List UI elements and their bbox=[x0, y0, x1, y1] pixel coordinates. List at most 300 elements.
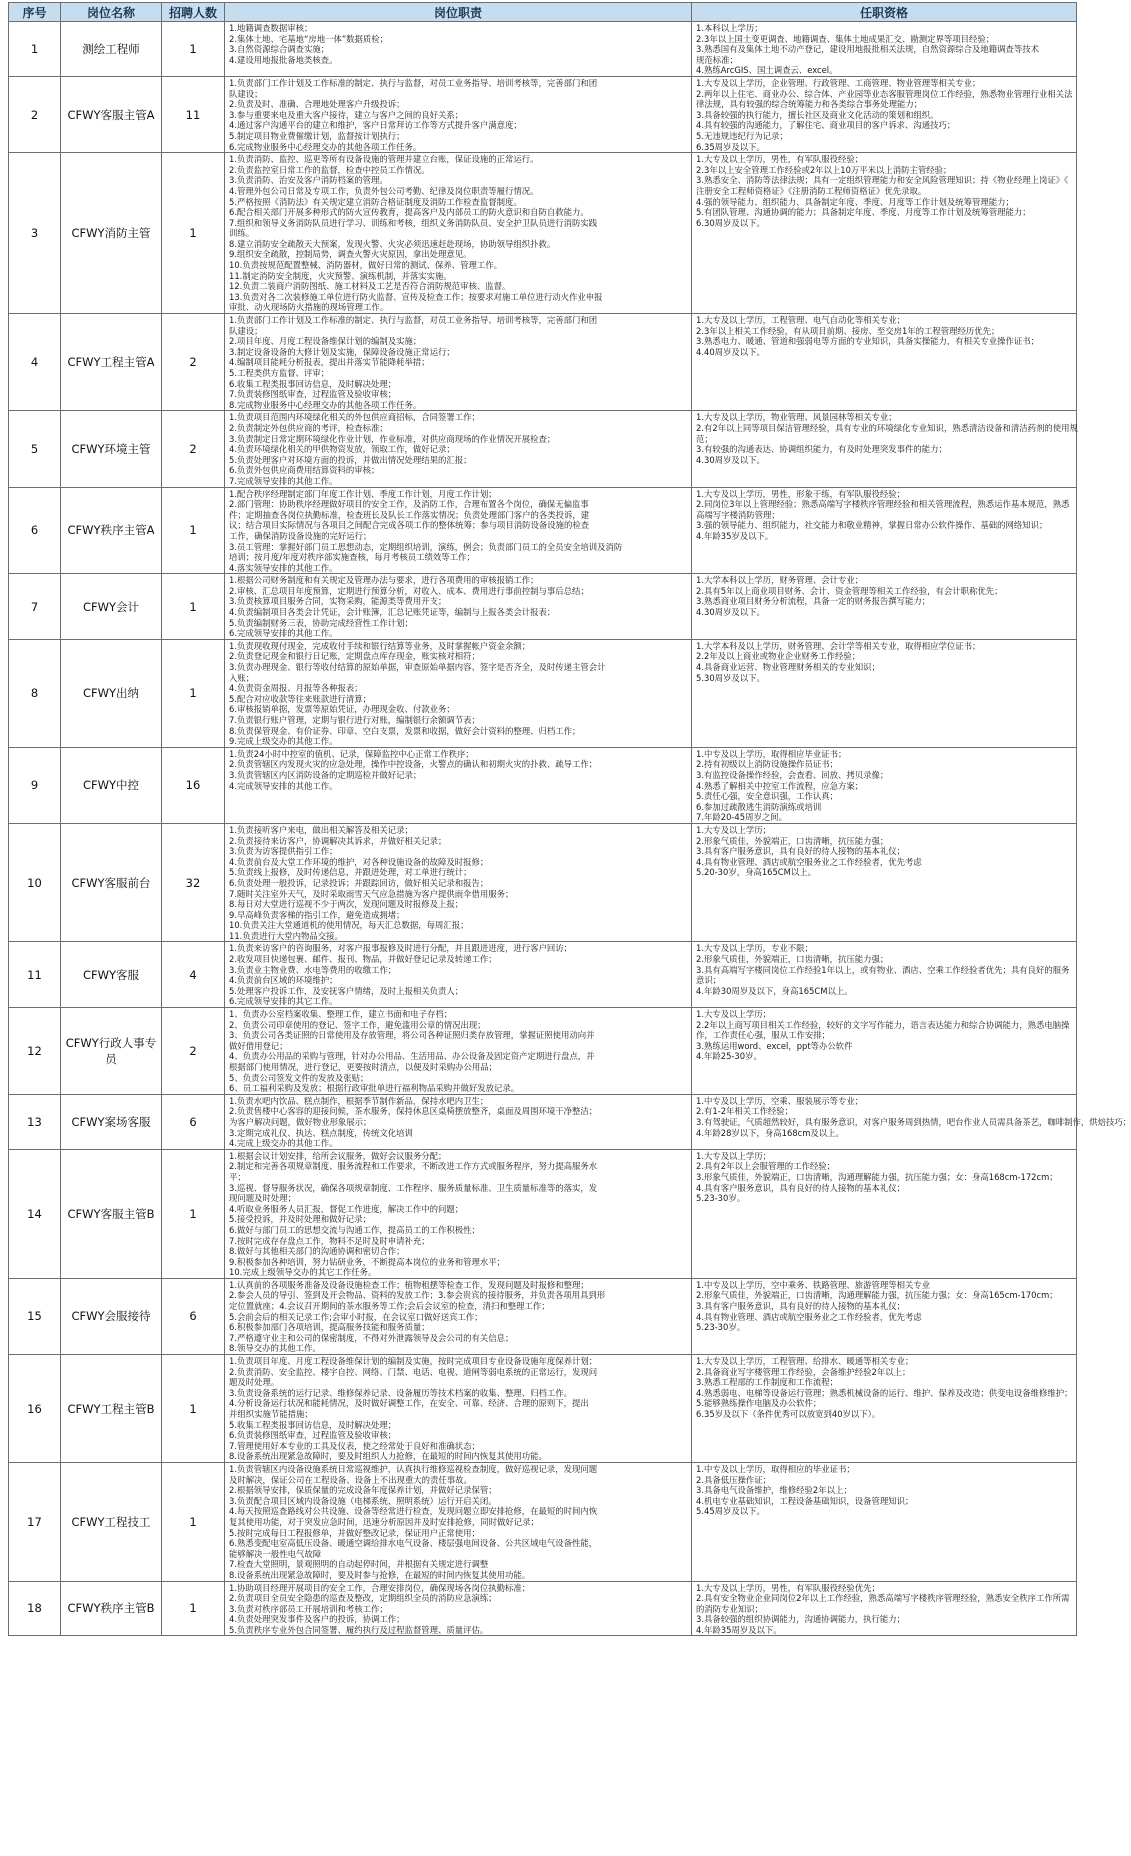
requirement-line: 3.强的领导能力、组织能力，社交能力和敬业精神，掌握日常办公软件操作、基础的网络知识； bbox=[696, 520, 1048, 531]
requirement-line: 4.熟练ArcGIS、国土调查云、excel。 bbox=[696, 65, 838, 76]
duty-line: 队建设； bbox=[229, 325, 263, 336]
table-row bbox=[9, 1355, 1077, 1463]
duty-line: 复其使用功能，对于突发应急时间，迅速分析原因并及时安排抢修，同时做好记录； bbox=[229, 1516, 539, 1527]
duty-line: 6.完成领导安排的其他工作。 bbox=[229, 628, 338, 639]
row-number: 15 bbox=[9, 1278, 61, 1354]
duty-line: 4.完成上级交办的其他工作。 bbox=[229, 1138, 338, 1149]
duty-line: 平； bbox=[229, 1171, 246, 1182]
hiring-count: 6 bbox=[162, 1278, 225, 1354]
table-row bbox=[9, 639, 1077, 747]
hiring-count: 1 bbox=[162, 1355, 225, 1463]
duty-line: 1.负责24小时中控室的值机、记录，保障监控中心正常工作秩序； bbox=[229, 748, 474, 759]
duty-line: 7.完成领导安排的其他工作。 bbox=[229, 475, 338, 486]
duty-line: 7.严格遵守业主和公司的保密制度，不得对外泄露领导及会公司的有关信息； bbox=[229, 1332, 514, 1343]
duty-line: 2.项目年度、月度工程设备维保计划的编制及实施； bbox=[229, 336, 422, 347]
duty-line: 5.负责处理客户对环境方面的投诉，并做出情况处理结果的汇报； bbox=[229, 454, 472, 465]
duties-cell bbox=[225, 1462, 692, 1581]
duty-line: 工作，确保消防设备设施的完好运行； bbox=[229, 530, 372, 541]
table-header-row bbox=[9, 3, 1077, 22]
row-number: 6 bbox=[9, 487, 61, 574]
duty-line: 1、负责办公室档案收集、整理工作，建立书面和电子存档； bbox=[229, 1009, 453, 1020]
duty-line: 现问题及时处理； bbox=[229, 1193, 296, 1204]
requirement-line: 1.大专及以上学历，工程管理、电气自动化等相关专业； bbox=[696, 315, 905, 326]
requirement-line: 2.具有5年以上商业项目财务、会计、资金管理等相关工作经验，有会计职称优先； bbox=[696, 585, 1003, 596]
duty-line: 3.负责核算项目服务合同，实物采购，能源类等费用开支； bbox=[229, 596, 447, 607]
hiring-count: 1 bbox=[162, 1581, 225, 1636]
duties-cell bbox=[225, 823, 692, 942]
hiring-count: 6 bbox=[162, 1094, 225, 1149]
duty-line: 2.负责消防、安全监控、楼宇自控、网络、门禁、电话、电视、道闸等弱电系统的正常运行，发现问 bbox=[229, 1366, 598, 1377]
duty-line: 议；结合项目实际情况与各项目之间配合完成各项工作的整体统筹；参与项目消防设备设施的检查 bbox=[229, 520, 590, 531]
duty-line: 5.制定项目物业费催缴计划，监督按计划执行； bbox=[229, 130, 405, 141]
duties-cell bbox=[225, 574, 692, 640]
requirement-line: 2.3年以上安全管理工作经验或2年以上10万平米以上消防主管经验； bbox=[696, 164, 952, 175]
duty-line: 1.地籍调查数据审核； bbox=[229, 23, 313, 33]
requirements-cell bbox=[692, 76, 1077, 152]
duty-line: 1.根据会议计划安排，给所会议服务，做好会议服务分配； bbox=[229, 1150, 447, 1161]
duties-cell bbox=[225, 153, 692, 314]
duty-line: 3.制定设备设备的大修计划及实施，保障设备设施正常运行； bbox=[229, 346, 455, 357]
requirements-cell bbox=[692, 1581, 1077, 1636]
duty-line: 3.负责对秩序部员工开展培训和考核工作； bbox=[229, 1603, 388, 1614]
duty-line: 8.完成物业服务中心经理交办的其他各项工作任务。 bbox=[229, 399, 422, 410]
requirement-line: 5.无违规违纪行为记录； bbox=[696, 130, 788, 141]
duty-line: 1.根据公司财务制度和有关规定及管理办法与要求，进行各项费用的审核报销工作； bbox=[229, 575, 539, 586]
requirement-line: 2.形象气质佳，外貌端正，口齿清晰，沟通理解能力强，抗压能力强；女：身高165cm-170cm； bbox=[696, 1290, 1058, 1301]
table-row bbox=[9, 574, 1077, 640]
duty-line: 8.领导交办的其他工作。 bbox=[229, 1343, 321, 1354]
duty-line: 2.参会人员的导引、签到及开会物品、资料的发放工作；3.参会贵宾的接待服务，并负责各项用具到形 bbox=[229, 1290, 606, 1301]
requirements-cell bbox=[692, 1462, 1077, 1581]
duty-line: 4.每天按照巡查路线对公共设施、设备等经常进行检查，发现问题立即安排抢修，在最短的时间内恢 bbox=[229, 1506, 598, 1517]
requirement-line: 1.大专及以上学历； bbox=[696, 824, 771, 835]
duty-line: 4.负责资金周报、月报等各种报表； bbox=[229, 683, 363, 694]
requirement-line: 3.具备较强的执行能力，擅长社区及商业文化活动的策划和组织。 bbox=[696, 109, 939, 120]
row-number: 9 bbox=[9, 747, 61, 823]
row-number: 17 bbox=[9, 1462, 61, 1581]
position-name: CFWY秩序主管A bbox=[61, 487, 162, 574]
duty-line: 13.负责对各二次装修施工单位进行防火监督、宣传及检查工作；按要求对施工单位进行动火作业申报 bbox=[229, 291, 603, 302]
requirement-line: 3.熟悉商业项目财务分析流程，具备一定的财务报告撰写能力； bbox=[696, 596, 931, 607]
row-number: 16 bbox=[9, 1355, 61, 1463]
duty-line: 3.负责配合项目区域内设备设施（电梯系统、照明系统）运行开启关闭。 bbox=[229, 1495, 497, 1506]
duties-cell bbox=[225, 314, 692, 411]
duty-line: 4.负责处理突发事件及客户的投诉，协调工作； bbox=[229, 1614, 405, 1625]
duty-line: 2.收发项目快递包裹、邮件、报刊、物品，并做好登记记录及转递工作； bbox=[229, 954, 497, 965]
row-number: 14 bbox=[9, 1149, 61, 1278]
duty-line: 5.处理客户投诉工作，及安抚客户情绪，及时上报相关负责人； bbox=[229, 985, 464, 996]
requirement-line: 2.持有初级以上消防设施操作员证书； bbox=[696, 759, 838, 770]
requirement-line: 7.年龄20-45周岁之间。 bbox=[696, 812, 787, 823]
row-number: 8 bbox=[9, 639, 61, 747]
requirement-line: 律法规，具有较强的综合统筹能力和各类综合事务处理能力； bbox=[696, 99, 923, 110]
requirement-line: 4.年龄25-30岁。 bbox=[696, 1051, 762, 1062]
duty-line: 4.通过客户沟通平台的建立和维护，客户日常拜访工作等方式提升客户满意度； bbox=[229, 120, 522, 131]
duty-line: 6.熟悉变配电室高低压设备、暖通空调给排水电气设备、楼层强电间设备、公共区域电气设备性能， bbox=[229, 1538, 598, 1549]
duty-line: 5.严格按照《消防法》有关规定建立消防合格证制度及消防工作检查监督制度。 bbox=[229, 196, 522, 207]
position-name: CFWY案场客服 bbox=[61, 1094, 162, 1149]
duty-line: 1.协助项目经理开展项目的安全工作，合理安排岗位，确保现场各岗位执勤标准； bbox=[229, 1582, 531, 1593]
duty-line: 2.负责登记现金和银行日记账，定期盘点库存现金，账实核对相符； bbox=[229, 651, 480, 662]
requirement-line: 6.35岁及以下（条件优秀可以放宽到40岁以下）。 bbox=[696, 1409, 881, 1419]
position-name: CFWY客服前台 bbox=[61, 823, 162, 942]
duty-line: 2.制定和完善各项规章制度、服务流程和工作要求，不断改进工作方式或服务程序，努力提高服务水 bbox=[229, 1161, 598, 1172]
duty-line: 1.认真前的各项服务准备及设备设施检查工作；植物租摆等检查工作，发现问题及时报修和整理； bbox=[229, 1279, 589, 1290]
hiring-count: 16 bbox=[162, 747, 225, 823]
requirements-cell bbox=[692, 639, 1077, 747]
requirement-line: 1.大专及以上学历，工程管理、给排水、暖通等相关专业； bbox=[696, 1356, 914, 1367]
requirement-line: 4.熟悉了解相关中控室工作流程，应急方案； bbox=[696, 780, 864, 791]
requirement-line: 注册安全工程师资格证》《注册消防工程师资格证》优先录取。 bbox=[696, 185, 927, 196]
row-number: 5 bbox=[9, 411, 61, 487]
duty-line: 5、负责公司签发文件的发放及张贴； bbox=[229, 1072, 369, 1083]
header-count: 招聘人数 bbox=[162, 3, 225, 22]
requirement-line: 2.具备低压操作证； bbox=[696, 1474, 771, 1485]
hiring-count: 32 bbox=[162, 823, 225, 942]
duty-line: 1.负责项目范围内环境绿化相关的外包供应商招标，合同签署工作； bbox=[229, 412, 480, 423]
requirement-line: 3.熟悉国有及集体土地不动产登记，建设用地报批相关法规，自然资源综合及地籍调查等技术 bbox=[696, 44, 1039, 55]
requirement-line: 4.年龄30周岁及以下，身高165CM以上。 bbox=[696, 985, 853, 996]
duty-line: 3.负责办理现金、银行等收付结算的原始单据，审查原始单据内容、签字是否齐全，及时传递主管会计 bbox=[229, 662, 606, 673]
duty-line: 2.负责及时、准确、合理地处理客户升级投诉； bbox=[229, 99, 405, 110]
requirements-cell bbox=[692, 1094, 1131, 1149]
duty-line: 3.巡视、督导服务状况，确保各项规章制度、工作程序、服务质量标准、卫生质量标准等的落实，发 bbox=[229, 1182, 598, 1193]
table-row bbox=[9, 411, 1077, 487]
duties-cell bbox=[225, 1355, 692, 1463]
requirement-line: 3.有监控设备操作经验，会查看、回放、拷贝录像； bbox=[696, 769, 889, 780]
table-row bbox=[9, 1094, 1077, 1149]
row-number: 4 bbox=[9, 314, 61, 411]
duty-line: 7.管理使用好本专业的工具及仪表，使之经常处于良好和准确状态； bbox=[229, 1440, 480, 1451]
requirement-line: 1.中专及以上学历，空中乘务、铁路管理、旅游管理等相关专业 bbox=[696, 1279, 931, 1290]
duty-line: 11.负责进行大堂内物品交接。 bbox=[229, 930, 343, 941]
duty-line: 能够解决一般性电气故障 bbox=[229, 1548, 322, 1559]
duty-line: 4.分析设备运行状况和能耗情况，及时做好调整工作，在安全、可靠、经济、合理的原则下，提出 bbox=[229, 1398, 589, 1409]
duty-line: 1.负责项目年度、月度工程设备维保计划的编制及实施，按时完成项目专业设备设施年度保养计划； bbox=[229, 1356, 598, 1367]
position-name: CFWY会计 bbox=[61, 574, 162, 640]
duty-line: 5.负责秩序专业外包合同签署、履约执行及过程监督管理、质量评估。 bbox=[229, 1624, 489, 1635]
duty-line: 1.负责接听客户来电，做出相关解答及相关记录； bbox=[229, 824, 413, 835]
requirement-line: 3.熟练运用word、excel，ppt等办公软件 bbox=[696, 1040, 853, 1051]
duty-line: 5.收集工程类报事回访信息，及时解决处理； bbox=[229, 1419, 397, 1430]
recruitment-table bbox=[8, 2, 1131, 1636]
requirement-line: 4.熟悉弱电、电梯等设备运行管理；熟悉机械设备的运行、维护、保养及改造；供变电设备维修维护； bbox=[696, 1387, 1073, 1398]
requirement-line: 3.具有客户服务意识，具有良好的待人接物的基本礼仪； bbox=[696, 846, 905, 857]
recruitment-table-wrapper bbox=[8, 2, 1131, 1854]
hiring-count: 11 bbox=[162, 76, 225, 152]
duty-line: 3.负责为访客提供指引工作； bbox=[229, 846, 338, 857]
duty-line: 8.设备系统出现紧急故障时，要及时组织人力抢修，在最短的时间内恢复其使用功能。 bbox=[229, 1451, 547, 1462]
duties-cell bbox=[225, 1008, 692, 1095]
position-name: CFWY客服主管B bbox=[61, 1149, 162, 1278]
duties-cell bbox=[225, 1094, 692, 1149]
table-row bbox=[9, 487, 1077, 574]
duty-line: 5.接受投诉，并及时处理和做好记录； bbox=[229, 1214, 371, 1225]
table-row bbox=[9, 314, 1077, 411]
duty-line: 并组织实施节能措施； bbox=[229, 1409, 313, 1419]
requirement-line: 1.大专及以上学历，男性，有军队服役经验优先； bbox=[696, 1582, 880, 1593]
requirement-line: 5.23-30岁。 bbox=[696, 1193, 746, 1204]
duty-line: 7.随时关注室外天气，及时采取雨雪天气应急措施为客户提供雨伞借用服务； bbox=[229, 888, 514, 899]
requirement-line: 1.大专及以上学历，男性，有军队服役经验； bbox=[696, 154, 864, 165]
duty-line: 5.配合对应收款等往来账款进行清算； bbox=[229, 693, 371, 704]
requirement-line: 1.大专及以上学历，专业不限； bbox=[696, 943, 813, 954]
requirement-line: 5.20-30岁，身高165CM以上。 bbox=[696, 867, 817, 878]
requirement-line: 的消防专业知识； bbox=[696, 1603, 763, 1614]
table-row bbox=[9, 1278, 1077, 1354]
duty-line: 5.负责线上报修，及时传递信息，并跟进处理，对工单进行统计； bbox=[229, 867, 472, 878]
requirement-line: 3.具有高端写字楼同岗位工作经验1年以上，或有物业、酒店、空乘工作经验者优先；具有良好的服务 bbox=[696, 964, 1070, 975]
duty-line: 2.负责管辖区内发现火灾的应急处理，操作中控设备，火警点的确认和初期火灾的扑救、疏导工作； bbox=[229, 759, 598, 770]
header-duties: 岗位职责 bbox=[225, 3, 692, 22]
duty-line: 1.负责部门工作计划及工作标准的制定、执行与监督，对员工业务指导、培训考核等，完善部门和团 bbox=[229, 315, 598, 326]
duty-line: 审批、动火现场防火措施的现场管理工作。 bbox=[229, 302, 389, 313]
requirement-line: 4.具有物业管理、酒店或航空服务业之工作经验者，优先考虑 bbox=[696, 1311, 922, 1322]
duty-line: 2.负责监控室日常工作的监督，检查中控员工作情况。 bbox=[229, 164, 430, 175]
requirement-line: 1.大学本科以上学历，财务管理、会计专业； bbox=[696, 575, 864, 586]
duty-line: 4.管理外包公司日常及专项工作，负责外包公司考勤、纪律及岗位职责等履行情况。 bbox=[229, 185, 539, 196]
duty-line: 2.负责制定外包供应商的考评，检查标准； bbox=[229, 422, 388, 433]
duty-line: 3.负责消防、治安及客户消防档案的管理。 bbox=[229, 175, 388, 186]
requirement-line: 意识； bbox=[696, 975, 722, 986]
requirement-line: 4.具有较强的沟通能力，了解住宅、商业项目的客户诉求、沟通技巧； bbox=[696, 120, 956, 131]
duty-line: 队建设； bbox=[229, 88, 263, 99]
duty-line: 5.按时完成每日工程报修单，并做好整改记录，保证用户正常使用； bbox=[229, 1527, 480, 1538]
duty-line: 6.负责外包供应商费用结算资料的审核； bbox=[229, 465, 380, 476]
requirement-line: 1.大专及以上学历，物业管理、风景园林等相关专业； bbox=[696, 412, 897, 423]
requirements-cell bbox=[692, 22, 1077, 77]
requirement-line: 规范标准； bbox=[696, 54, 738, 65]
duty-line: 1.负责现收现付现金，完成收付手续和银行结算等业务，及时掌握帐户资金余额； bbox=[229, 640, 531, 651]
duty-line: 9.早高峰负责客梯的指引工作，避免造成拥堵； bbox=[229, 909, 405, 920]
requirement-line: 2.2年及以上商业或物业企业财务工作经验； bbox=[696, 651, 861, 662]
row-number: 12 bbox=[9, 1008, 61, 1095]
hiring-count: 1 bbox=[162, 153, 225, 314]
requirement-line: 4.强的领导能力、组织能力、具备制定年度、季度、月度等工作计划及统筹管理能力； bbox=[696, 196, 1014, 207]
requirement-line: 2.有1-2年相关工作经验； bbox=[696, 1106, 794, 1117]
requirement-line: 4.30周岁及以下。 bbox=[696, 454, 765, 465]
position-name: CFWY环境主管 bbox=[61, 411, 162, 487]
duty-line: 10.负责关注大堂通道机的使用情况，每天汇总数据，每周汇报； bbox=[229, 920, 469, 931]
duty-line: 件；定期抽查各岗位执勤标准，检查班长及队长工作落实情况；负责处理部门客户的各类投诉，建 bbox=[229, 509, 590, 520]
hiring-count: 1 bbox=[162, 639, 225, 747]
duty-line: 1.负责水吧内饮品、糕点制作，根据季节制作新品，保持水吧内卫生； bbox=[229, 1095, 489, 1106]
duties-cell bbox=[225, 1149, 692, 1278]
requirements-cell bbox=[692, 1278, 1077, 1354]
header-requirements: 任职资格 bbox=[692, 3, 1077, 22]
duty-line: 2.集体土地、宅基地“房地一体”数据质检； bbox=[229, 33, 389, 44]
requirement-line: 3.具备电气设备维护，维修经验2年以上； bbox=[696, 1485, 852, 1496]
requirements-cell bbox=[692, 314, 1077, 411]
hiring-count: 1 bbox=[162, 574, 225, 640]
requirement-line: 范； bbox=[696, 433, 713, 444]
duty-line: 4.完成领导安排的其他工作。 bbox=[229, 780, 338, 791]
requirement-line: 2.2年以上商写项目相关工作经验，较好的文字写作能力，语言表达能力和综合协调能力，熟悉电脑操 bbox=[696, 1019, 1070, 1030]
duty-line: 做好借用登记； bbox=[229, 1040, 288, 1051]
table-row bbox=[9, 1462, 1077, 1581]
duty-line: 9.组织安全疏散，控制局势，调查火警火灾原因，拿出处理意见。 bbox=[229, 249, 472, 260]
duty-line: 7.按时完成存存盘点工作，物料不足时及时申请补充； bbox=[229, 1235, 430, 1246]
duty-line: 4、负责办公用品的采购与管理，针对办公用品、生活用品、办公设备及固定资产定期进行盘点，并 bbox=[229, 1051, 595, 1062]
requirement-line: 3.具备较强的组织协调能力，沟通协调能力，执行能力； bbox=[696, 1614, 905, 1625]
hiring-count: 1 bbox=[162, 1149, 225, 1278]
duty-line: 3.自然资源综合调查实施； bbox=[229, 44, 330, 55]
duty-line: 入账； bbox=[229, 672, 255, 683]
row-number: 11 bbox=[9, 942, 61, 1008]
duty-line: 1.负责来访客户的咨询服务，对客户报事报修及时进行分配，并且跟进进度，进行客户回访； bbox=[229, 943, 572, 954]
duty-line: 6、员工福利采购及发放；根据行政审批单进行福利物品采购并做好发放记录。 bbox=[229, 1083, 520, 1094]
duty-line: 训练。 bbox=[229, 228, 255, 239]
duty-line: 8.负责保管现金、有价证券、印章、空白支票，发票和收据，做好会计资料的整理、归档工作； bbox=[229, 725, 581, 736]
position-name: CFWY工程主管A bbox=[61, 314, 162, 411]
row-number: 3 bbox=[9, 153, 61, 314]
requirement-line: 4.40周岁及以下。 bbox=[696, 346, 765, 357]
row-number: 10 bbox=[9, 823, 61, 942]
duty-line: 3.负责业主物业费、水电等费用的收缴工作； bbox=[229, 964, 397, 975]
duty-line: 2.负责项目全员安全隐患的巡查及整改，定期组织全员的消防应急演练； bbox=[229, 1593, 497, 1604]
duty-line: 1.负责消防、监控、巡更等所有设备设施的管理并建立台账，保证设施的正常运行。 bbox=[229, 154, 539, 165]
duty-line: 6.做好与部门员工的思想交流与沟通工作，提高员工的工作积极性； bbox=[229, 1224, 480, 1235]
duty-line: 1.负责部门工作计划及工作标准的制定、执行与监督，对员工业务指导、培训考核等，完善部门和团 bbox=[229, 77, 598, 88]
duty-line: 3.负责管辖区内区消防设备的定期巡检并做好记录； bbox=[229, 769, 422, 780]
requirement-line: 1.大专及以上学历，企业管理、行政管理、工商管理、物业管理等相关专业； bbox=[696, 77, 981, 88]
position-name: CFWY行政人事专员 bbox=[61, 1008, 162, 1095]
hiring-count: 4 bbox=[162, 942, 225, 1008]
requirements-cell bbox=[692, 574, 1077, 640]
duty-line: 6.完成物业服务中心经理交办的其他各项工作任务。 bbox=[229, 141, 422, 152]
requirement-line: 高端写字楼消防管理； bbox=[696, 509, 780, 520]
duty-line: 4.落实领导安排的其他工作。 bbox=[229, 562, 338, 573]
duty-line: 5.工程类供方监督、评审； bbox=[229, 368, 330, 378]
requirement-line: 5.责任心强，安全意识强，工作认真； bbox=[696, 791, 838, 802]
duties-cell bbox=[225, 639, 692, 747]
requirement-line: 4.具有客户服务意识，具有良好的待人接物的基本礼仪； bbox=[696, 1182, 905, 1193]
requirement-line: 3.熟悉安全、消防等法律法规；具有一定组织管理能力和安全风险管理知识；持《物业经理上岗证》《 bbox=[696, 175, 1069, 186]
duty-line: 3.负责制定日常定期环境绿化作业计划，作业标准，对供应商现场的作业情况开展检查； bbox=[229, 433, 556, 444]
duty-line: 6.负责装修图纸审查，过程监管及验收审核； bbox=[229, 1430, 397, 1441]
duty-line: 2、负责公司印章使用的登记、签字工作，避免滥用公章的情况出现； bbox=[229, 1019, 486, 1030]
duties-cell bbox=[225, 1278, 692, 1354]
duties-cell bbox=[225, 22, 692, 77]
requirements-cell bbox=[692, 411, 1077, 487]
hiring-count: 2 bbox=[162, 411, 225, 487]
duty-line: 1.负责管辖区内设备设施系统日常巡视维护，认真执行维修巡视检查制度，做好巡视记录，发现问题 bbox=[229, 1463, 598, 1474]
duties-cell bbox=[225, 76, 692, 152]
duty-line: 2.根据领导安排，保质保量的完成设备年度保养计划，并做好记录保管； bbox=[229, 1485, 497, 1496]
requirement-line: 4.30周岁及以下。 bbox=[696, 607, 765, 618]
duty-line: 7.组织和领导义务消防队员进行学习、训练和考核，组织义务消防队员、安全护卫队员进行消防实践 bbox=[229, 217, 598, 228]
hiring-count: 2 bbox=[162, 1008, 225, 1095]
duties-cell bbox=[225, 487, 692, 574]
duty-line: 8.每日对大堂进行巡视不少于两次，发现问题及时报修及上报； bbox=[229, 899, 464, 910]
requirement-line: 1.大专及以上学历； bbox=[696, 1150, 771, 1161]
requirement-line: 4.年龄28岁以下，身高168cm及以上。 bbox=[696, 1127, 844, 1138]
duty-line: 4.建设用地报批备地类核查。 bbox=[229, 54, 338, 65]
requirement-line: 3.有较强的沟通表达、协调组织能力，有及时处理突发事件的能力； bbox=[696, 444, 947, 455]
duty-line: 6.完成领导安排的其它工作。 bbox=[229, 996, 338, 1007]
requirement-line: 3.形象气质佳，外貌端正，口齿清晰，沟通理解能力强，抗压能力强；女：身高168cm-172cm； bbox=[696, 1171, 1058, 1182]
requirement-line: 1.大专及以上学历； bbox=[696, 1009, 771, 1020]
requirement-line: 2.3年以上相关工作经验，有从项目前期、接房、至交房1年的工程管理经历优先； bbox=[696, 325, 1000, 336]
duty-line: 3、负责公司各类证照的日常使用及存放管理，将公司各种证照归类存放管理，掌握证照使用动向并 bbox=[229, 1030, 595, 1041]
duty-line: 8.做好与其他相关部门的沟通协调和密切合作； bbox=[229, 1246, 405, 1257]
table-row bbox=[9, 22, 1077, 77]
requirement-line: 2.3年以上国土变更调查、地籍调查、集体土地成果汇交、勘测定界等项目经验； bbox=[696, 33, 995, 44]
requirement-line: 2.形象气质佳，外貌端正，口齿清晰，抗压能力强； bbox=[696, 954, 889, 965]
duty-line: 8.建立消防安全疏散天大预案，发现火警、火灾必须迅速赶赴现场，协助领导组织扑救。 bbox=[229, 238, 556, 249]
duty-line: 5.负责编制财务三表，协助完成经营性工作计划； bbox=[229, 617, 413, 628]
duty-line: 3.定期完成礼仪、执达、糕点制度，传统文化培训 bbox=[229, 1127, 413, 1138]
duty-line: 9.完成上级交办的其他工作。 bbox=[229, 736, 338, 747]
table-row bbox=[9, 76, 1077, 152]
duty-line: 2.审核、汇总项目年度预算，定期进行预算分析，对收入、成本、费用进行事前控制与事后总结； bbox=[229, 585, 589, 596]
header-position: 岗位名称 bbox=[61, 3, 162, 22]
requirements-cell bbox=[692, 1355, 1077, 1463]
requirement-line: 3.有驾驶证，气质超然较好，具有服务意识，对客户服务周到热情，吧台作业人员需具备茶艺，咖啡制作，烘焙技巧； bbox=[696, 1116, 1131, 1127]
duties-cell bbox=[225, 1581, 692, 1636]
duty-line: 3.参与重要来电及重大客户接待，建立与客户之间的良好关系； bbox=[229, 109, 464, 120]
requirement-line: 2.同岗位3年以上管理经验；熟悉高端写字楼秩序管理经验和相关管理流程，熟悉运作基本规范，熟悉 bbox=[696, 499, 1070, 510]
duty-line: 5.会前会后的相关记录工作;会审小时报，在会议室口做好送宾工作； bbox=[229, 1311, 483, 1322]
position-name: CFWY工程主管B bbox=[61, 1355, 162, 1463]
duty-line: 及时解决，保证公司在工程设备、设备上不出现重大的责任事故。 bbox=[229, 1474, 472, 1485]
position-name: CFWY秩序主管B bbox=[61, 1581, 162, 1636]
requirement-line: 5.30周岁及以下。 bbox=[696, 672, 765, 683]
duty-line: 2.部门管理：协助秩序经理做好项目的安全工作，及消防工作，合理布置各个岗位，确保无偏监事 bbox=[229, 499, 589, 510]
duty-line: 4.负责前台区域的环境维护； bbox=[229, 975, 338, 986]
duty-line: 7.负责装修图纸审查，过程监管及验收审核； bbox=[229, 389, 397, 400]
duty-line: 4.负责环境绿化相关的甲供物资发放，领取工作，做好记录； bbox=[229, 444, 455, 455]
requirements-cell bbox=[692, 747, 1077, 823]
duty-line: 6.审核报销单据，发票等原始凭证，办理现金收、付款业务； bbox=[229, 704, 455, 715]
row-number: 1 bbox=[9, 22, 61, 77]
requirement-line: 3.熟悉电力、暖通、管道和强弱电等方面的专业知识，具备实操能力，有相关专业操作证书； bbox=[696, 336, 1039, 347]
position-name: 测绘工程师 bbox=[61, 22, 162, 77]
requirement-line: 4.年龄35岁及以下。 bbox=[696, 530, 774, 541]
duty-line: 2.负责售楼中心客容的迎接问候，茶水服务，保持休息区桌椅摆放整齐，桌面及周围环境干净整洁； bbox=[229, 1106, 598, 1117]
requirement-line: 1.大专及以上学历，男性，形象干练，有军队服役经验； bbox=[696, 488, 905, 499]
position-name: CFWY客服 bbox=[61, 942, 162, 1008]
table-row bbox=[9, 1149, 1077, 1278]
hiring-count: 1 bbox=[162, 487, 225, 574]
duty-line: 10.负责按规范配置整械、消防器材，做好日常的测试、保养、管理工作。 bbox=[229, 260, 502, 271]
duty-line: 3.负责设备系统的运行记录、维修保养记录、设备履历等技术档案的收集、整理、归档工作。 bbox=[229, 1387, 572, 1398]
duty-line: 9.积极参加各种培训，努力钻研业务，不断提高本岗位的业务和管理水平； bbox=[229, 1256, 505, 1267]
duty-line: 3.员工管理：掌握好部门员工思想动态，定期组织培训，演练，例会；负责部门员工的全员安全培训及消防 bbox=[229, 541, 623, 552]
table-row bbox=[9, 1008, 1077, 1095]
requirements-cell bbox=[692, 487, 1077, 574]
requirement-line: 作，工作责任心强，服从工作安排； bbox=[696, 1030, 830, 1041]
duty-line: 2.负责接待来访客户，协调解决其诉求，并做好相关记录； bbox=[229, 835, 447, 846]
requirement-line: 4.年龄35周岁及以下。 bbox=[696, 1624, 782, 1635]
duty-line: 4.负责前台及大堂工作环境的维护，对各种设施设备的故障及时报修； bbox=[229, 856, 489, 867]
requirement-line: 6.35周岁及以下。 bbox=[696, 141, 765, 152]
row-number: 13 bbox=[9, 1094, 61, 1149]
requirement-line: 5.能够熟练操作电脑及办公软件； bbox=[696, 1398, 822, 1409]
requirement-line: 1.本科以上学历； bbox=[696, 23, 763, 33]
position-name: CFWY工程技工 bbox=[61, 1462, 162, 1581]
requirement-line: 3.熟悉工程部的工作制度和工作流程； bbox=[696, 1377, 838, 1388]
duty-line: 6.积极参加部门各项培训，提高服务技能和服务质量； bbox=[229, 1322, 430, 1333]
duty-line: 12.负责二装商户消防图纸、施工材料及工艺是否符合消防规范审核、监督。 bbox=[229, 281, 511, 292]
requirements-cell bbox=[692, 823, 1077, 942]
requirements-cell bbox=[692, 1008, 1077, 1095]
position-name: CFWY客服主管A bbox=[61, 76, 162, 152]
duty-line: 根据部门使用情况，进行登记，更要按时清点，以便及时采购办公用品； bbox=[229, 1062, 497, 1072]
requirements-cell bbox=[692, 942, 1077, 1008]
duty-line: 定位置就座；4.会议召开期间的茶水服务等工作;会后会议室的检查，清扫和整理工作； bbox=[229, 1301, 550, 1312]
hiring-count: 2 bbox=[162, 314, 225, 411]
